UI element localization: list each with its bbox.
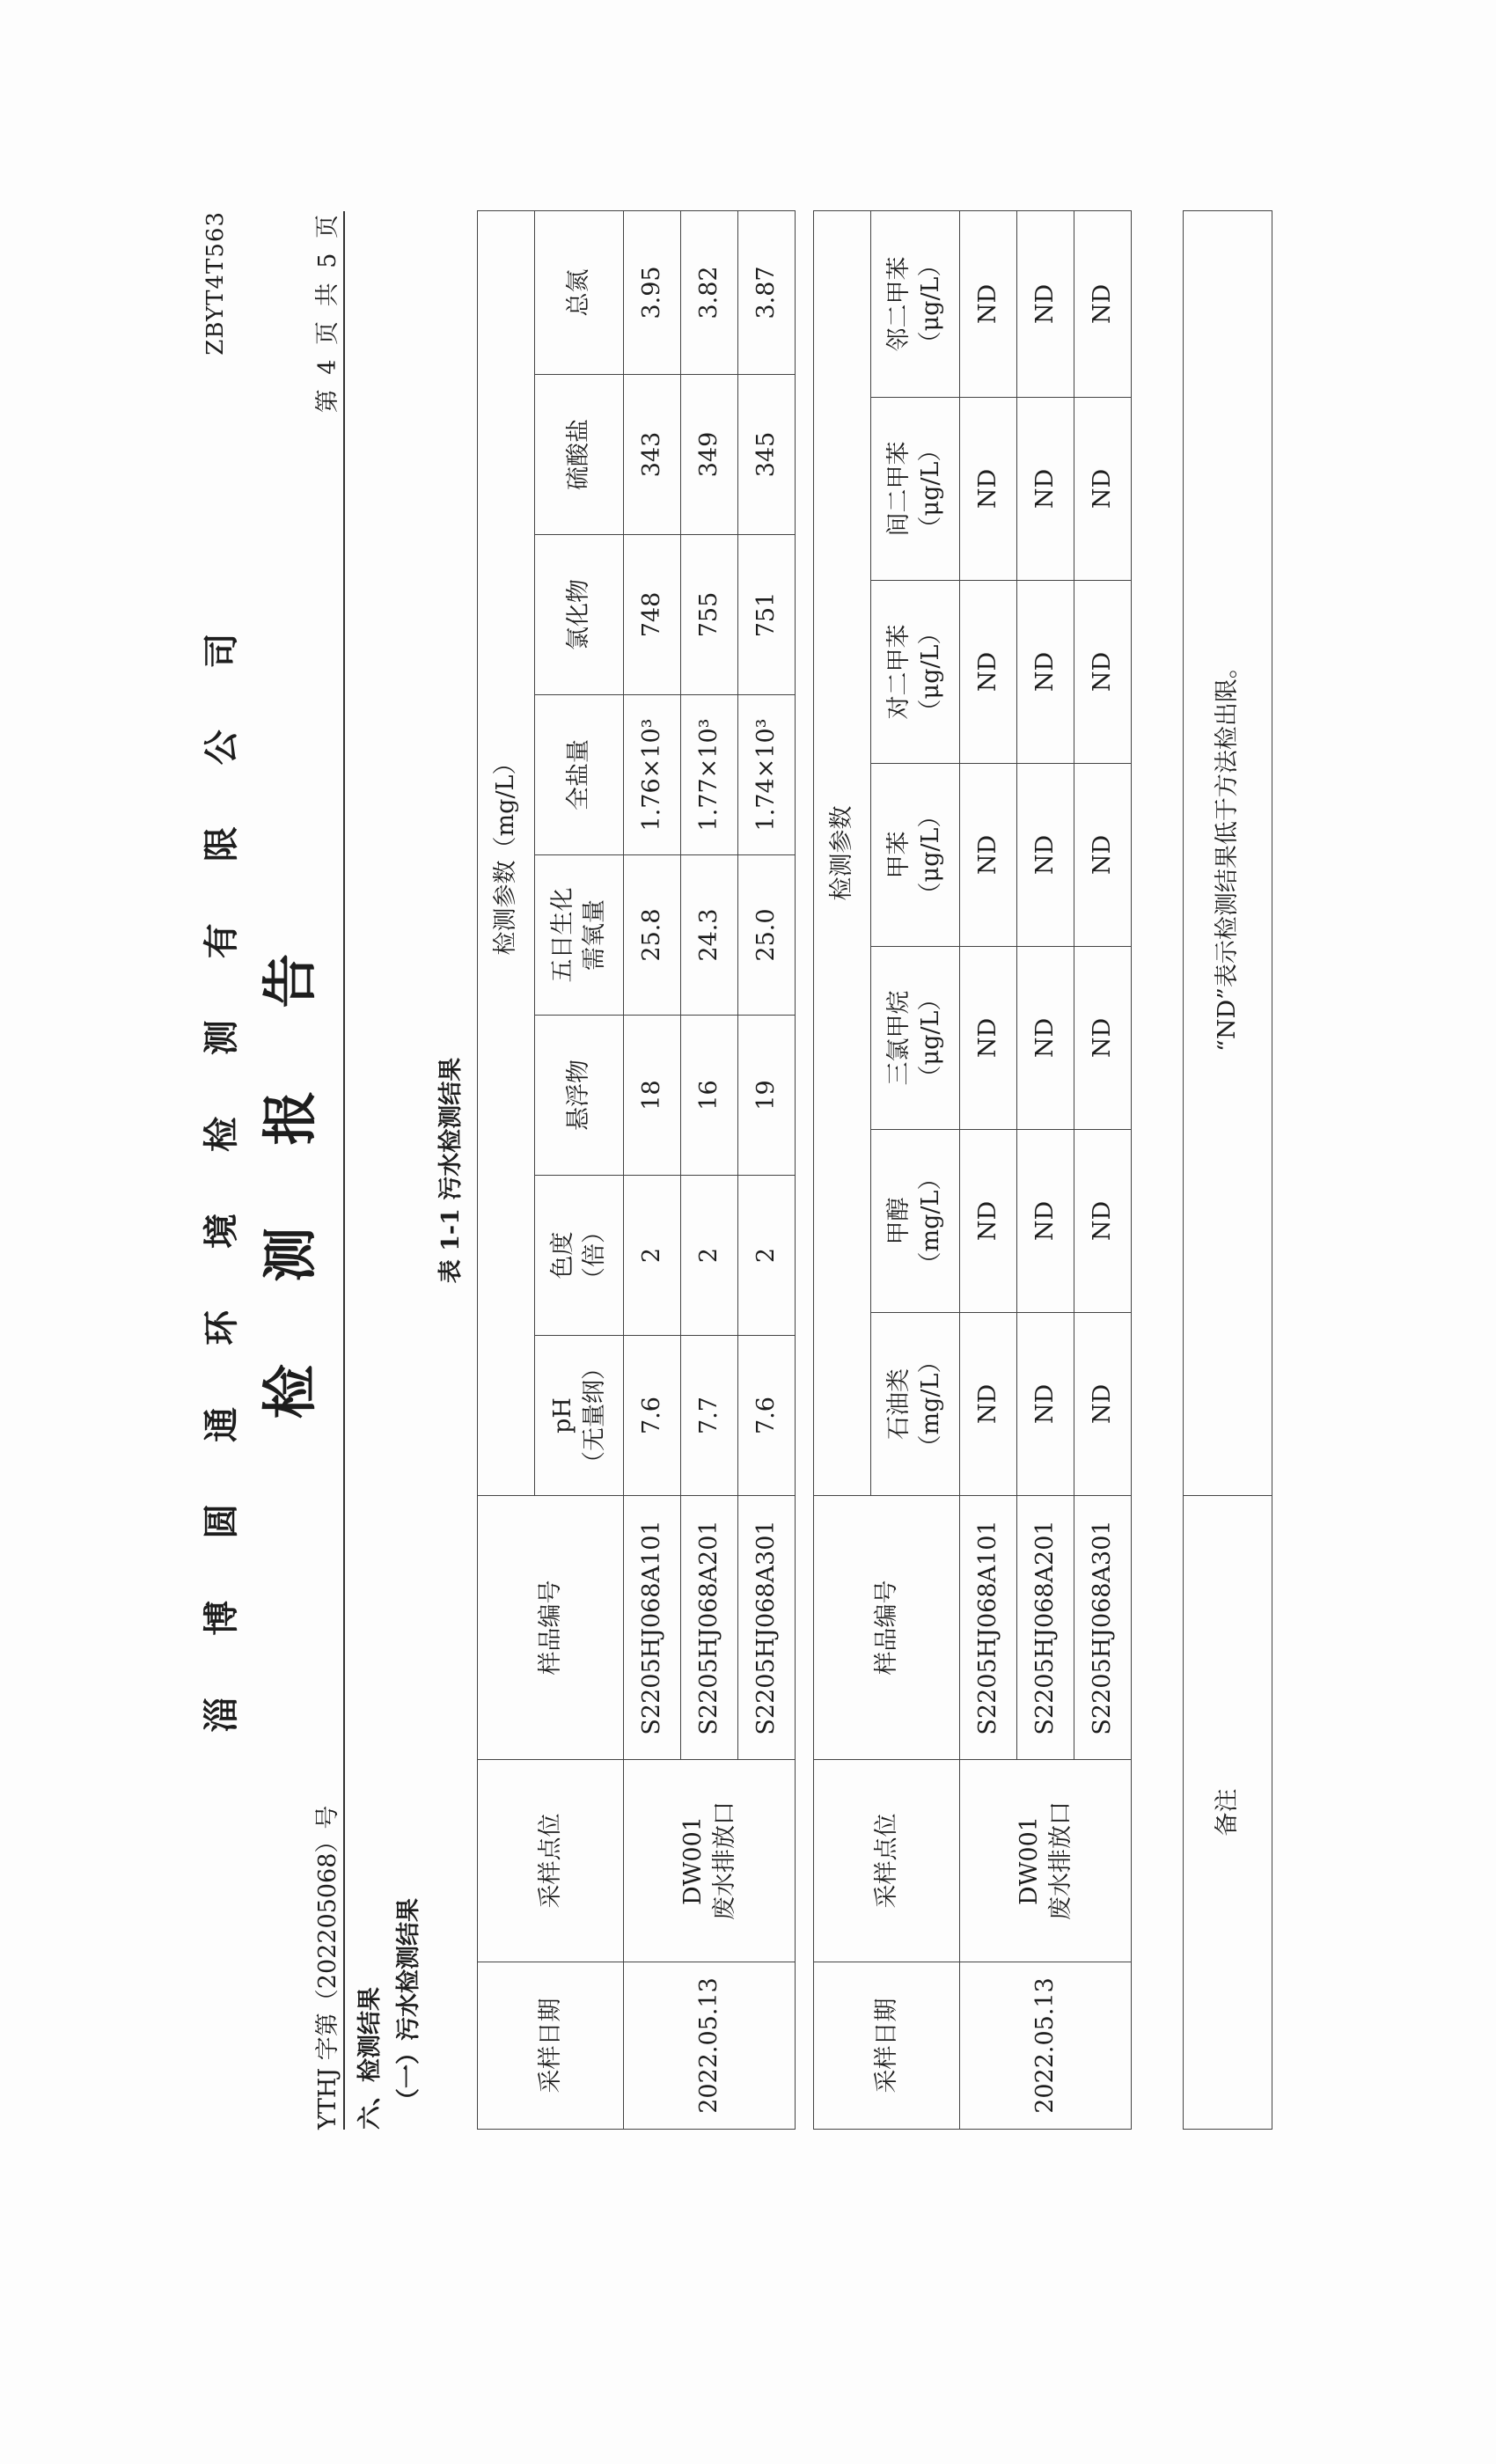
value-cell: 755	[681, 535, 738, 695]
param-header: 对二甲苯 （μg/L）	[871, 581, 960, 764]
value-cell: 2	[681, 1176, 738, 1336]
value-cell: ND	[960, 210, 1017, 397]
value-cell: 1.74×10³	[738, 695, 796, 855]
remark-table	[1183, 210, 1272, 2130]
param-header: 石油类 （mg/L）	[871, 1313, 960, 1496]
value-cell: 25.8	[624, 855, 681, 1016]
page-info: 第 4 页 共 5 页	[314, 211, 341, 414]
value-cell: ND	[1074, 764, 1132, 947]
value-cell: ND	[960, 1313, 1017, 1496]
value-cell: 349	[681, 375, 738, 535]
value-cell: ND	[1074, 947, 1132, 1130]
results-table-2	[813, 210, 1132, 2130]
value-cell: 2	[624, 1176, 681, 1336]
header-sample-id: 样品编号	[478, 1496, 624, 1760]
value-cell: 19	[738, 1016, 796, 1176]
remark-label: 备注	[1184, 1496, 1272, 2130]
report-number: ZBYT4T563	[202, 211, 229, 356]
param-header: 五日生化 需氧量	[535, 855, 624, 1016]
value-cell: ND	[1074, 210, 1132, 397]
value-cell: ND	[1017, 398, 1074, 581]
value-cell: ND	[960, 398, 1017, 581]
value-cell: 343	[624, 375, 681, 535]
value-cell: 16	[681, 1016, 738, 1176]
value-cell: ND	[1017, 1130, 1074, 1313]
value-cell: 18	[624, 1016, 681, 1176]
value-cell: ND	[1017, 581, 1074, 764]
value-cell: ND	[960, 581, 1017, 764]
header-sampling-site: 采样点位	[478, 1760, 624, 1962]
param-header: 氯化物	[535, 535, 624, 695]
param-header: 硫酸盐	[535, 375, 624, 535]
value-cell: 3.82	[681, 210, 738, 374]
value-cell: 7.7	[681, 1336, 738, 1496]
param-header: 甲醇 （mg/L）	[871, 1130, 960, 1313]
param-header: 总氮	[535, 210, 624, 374]
section-title: 六、检测结果	[356, 1987, 384, 2130]
value-cell: ND	[1074, 581, 1132, 764]
value-cell: 748	[624, 535, 681, 695]
value-cell: 7.6	[738, 1336, 796, 1496]
header-parameters-group: 检测参数（mg/L）	[478, 210, 535, 1495]
param-header: 色度 （倍）	[535, 1176, 624, 1336]
value-cell: ND	[960, 947, 1017, 1130]
subsection-title: （一）污水检测结果	[395, 1898, 422, 2112]
value-cell: ND	[1017, 947, 1074, 1130]
value-cell: 25.0	[738, 855, 796, 1016]
param-header: 间二甲苯 （μg/L）	[871, 398, 960, 581]
company-name: 淄 博 圆 通 环 境 检 测 有 限 公 司	[201, 608, 242, 1733]
sample-id: S2205HJ068A101	[960, 1496, 1017, 1760]
param-header: pH （无量纲）	[535, 1336, 624, 1496]
param-header: 甲苯 （μg/L）	[871, 764, 960, 947]
value-cell: 3.95	[624, 210, 681, 374]
value-cell: 3.87	[738, 210, 796, 374]
report-title: 检 测 报 告	[258, 921, 322, 1419]
results-table-1	[477, 210, 796, 2130]
header-sampling-site: 采样点位	[814, 1760, 960, 1962]
value-cell: 1.77×10³	[681, 695, 738, 855]
value-cell: ND	[1017, 210, 1074, 397]
header-sampling-date: 采样日期	[814, 1962, 960, 2130]
value-cell: ND	[960, 1130, 1017, 1313]
sample-id: S2205HJ068A201	[681, 1496, 738, 1760]
header-sample-id: 样品编号	[814, 1496, 960, 1760]
table-caption: 表 1-1 污水检测结果	[437, 1057, 465, 1284]
sample-id: S2205HJ068A101	[624, 1496, 681, 1760]
value-cell: ND	[1017, 764, 1074, 947]
table-row	[624, 210, 681, 2129]
value-cell: 2	[738, 1176, 796, 1336]
value-cell: 345	[738, 375, 796, 535]
header-sampling-date: 采样日期	[478, 1962, 624, 2130]
param-header: 邻二甲苯 （μg/L）	[871, 210, 960, 397]
sample-id: S2205HJ068A301	[1074, 1496, 1132, 1760]
value-cell: 751	[738, 535, 796, 695]
value-cell: 7.6	[624, 1336, 681, 1496]
sampling-date: 2022.05.13	[624, 1962, 796, 2130]
param-header: 悬浮物	[535, 1016, 624, 1176]
sample-id: S2205HJ068A201	[1017, 1496, 1074, 1760]
param-header: 三氯甲烷 （μg/L）	[871, 947, 960, 1130]
value-cell: 1.76×10³	[624, 695, 681, 855]
value-cell: ND	[1074, 1130, 1132, 1313]
header-rule	[343, 211, 345, 2130]
param-header: 全盐量	[535, 695, 624, 855]
value-cell: ND	[1017, 1313, 1074, 1496]
value-cell: ND	[1074, 1313, 1132, 1496]
sample-id: S2205HJ068A301	[738, 1496, 796, 1760]
value-cell: ND	[960, 764, 1017, 947]
remark-text: “ND”表示检测结果低于方法检出限。	[1184, 211, 1272, 1496]
table-row	[960, 210, 1017, 2129]
value-cell: ND	[1074, 398, 1132, 581]
document-number: YTHJ 字第（202205068）号	[314, 1805, 341, 2130]
header-parameters-group: 检测参数	[814, 210, 871, 1495]
sampling-site: DW001 废水排放口	[960, 1760, 1132, 1962]
sampling-site: DW001 废水排放口	[624, 1760, 796, 1962]
rotated-report-content	[194, 211, 1302, 2130]
value-cell: 24.3	[681, 855, 738, 1016]
sampling-date: 2022.05.13	[960, 1962, 1132, 2130]
